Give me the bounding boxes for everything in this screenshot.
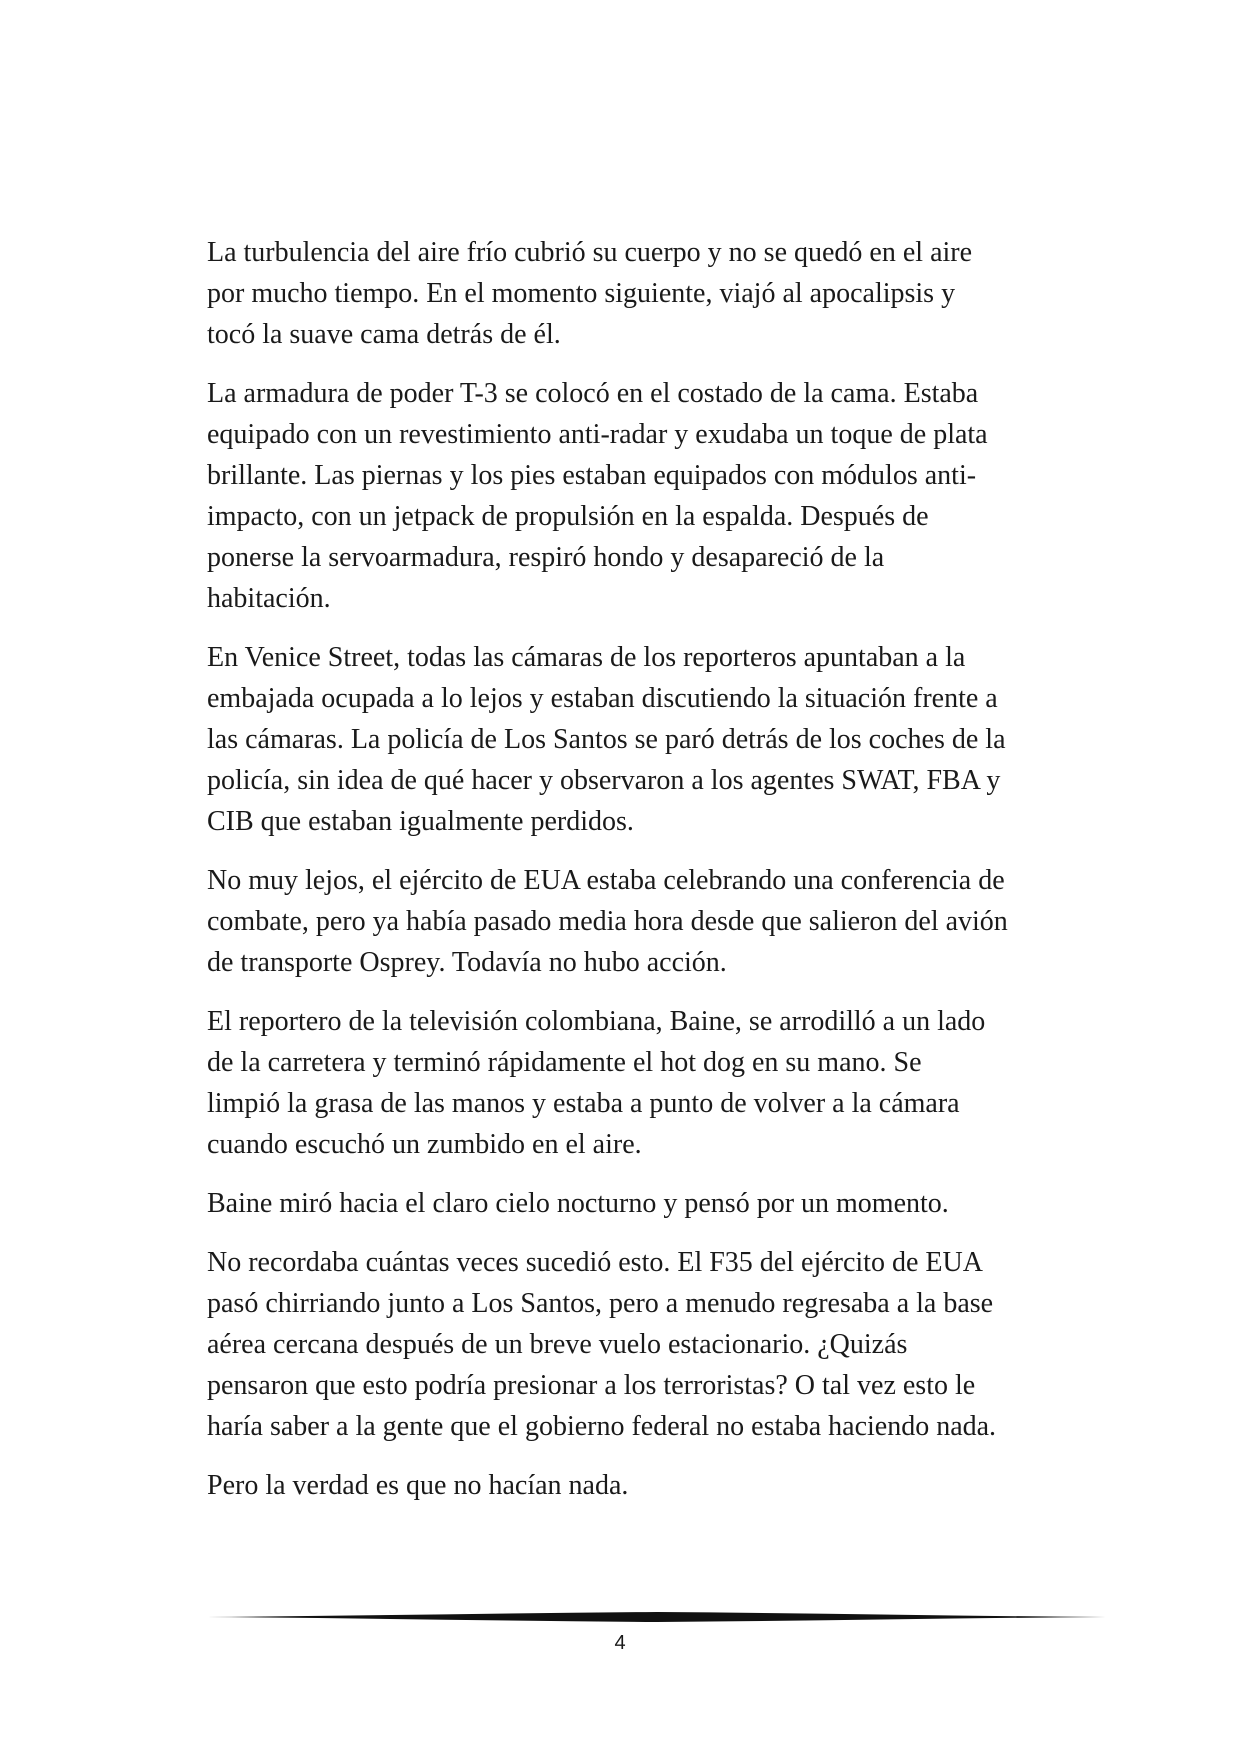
text-line: La turbulencia del aire frío cubrió su cuerpo y no se quedó en el aire (207, 237, 973, 268)
text-line: No muy lejos, el ejército de EUA estaba celebrando una conferencia de (207, 865, 1005, 896)
text-line: No recordaba cuántas veces sucedió esto. El F35 del ejército de EUA (207, 1247, 983, 1278)
page-number: 4 (614, 1632, 626, 1654)
text-line: En Venice Street, todas las cámaras de los reporteros apuntaban a la (207, 642, 966, 673)
text-line: embajada ocupada a lo lejos y estaban discutiendo la situación frente a (207, 683, 998, 714)
paragraph (207, 1242, 1087, 1447)
text-line: cuando escuchó un zumbido en el aire. (207, 1129, 642, 1160)
text-line: La armadura de poder T-3 se colocó en el costado de la cama. Estaba (207, 378, 979, 409)
paragraph (207, 232, 1087, 355)
text-line: las cámaras. La policía de Los Santos se paró detrás de los coches de la (207, 724, 1006, 755)
text-line: pensaron que esto podría presionar a los terroristas? O tal vez esto le (207, 1370, 976, 1401)
body-text (207, 232, 1087, 1524)
text-line: equipado con un revestimiento anti-radar y exudaba un toque de plata (207, 419, 988, 450)
text-line: El reportero de la televisión colombiana, Baine, se arrodilló a un lado (207, 1006, 986, 1037)
text-line: CIB que estaban igualmente perdidos. (207, 806, 634, 837)
paragraph (207, 637, 1087, 842)
text-line: tocó la suave cama detrás de él. (207, 319, 561, 350)
text-line: ponerse la servoarmadura, respiró hondo y desapareció de la (207, 542, 885, 573)
text-line: impacto, con un jetpack de propulsión en la espalda. Después de (207, 501, 929, 532)
text-line: combate, pero ya había pasado media hora desde que salieron del avión (207, 906, 1008, 937)
text-line: habitación. (207, 583, 331, 614)
text-line: pasó chirriando junto a Los Santos, pero a menudo regresaba a la base (207, 1288, 994, 1319)
paragraph (207, 1001, 1087, 1165)
text-line: limpió la grasa de las manos y estaba a punto de volver a la cámara (207, 1088, 960, 1119)
text-line: de transporte Osprey. Todavía no hubo acción. (207, 947, 727, 978)
paragraph (207, 1183, 1087, 1224)
paragraph (207, 1465, 1087, 1506)
text-line: policía, sin idea de qué hacer y observaron a los agentes SWAT, FBA y (207, 765, 1001, 796)
text-line: por mucho tiempo. En el momento siguiente, viajó al apocalipsis y (207, 278, 956, 309)
paragraph (207, 860, 1087, 983)
paragraph (207, 373, 1087, 619)
text-line: Pero la verdad es que no hacían nada. (207, 1470, 629, 1501)
text-line: de la carretera y terminó rápidamente el hot dog en su mano. Se (207, 1047, 922, 1078)
text-line: haría saber a la gente que el gobierno federal no estaba haciendo nada. (207, 1411, 997, 1442)
text-line: aérea cercana después de un breve vuelo estacionario. ¿Quizás (207, 1329, 908, 1360)
text-line: brillante. Las piernas y los pies estaban equipados con módulos anti- (207, 460, 977, 491)
text-line: Baine miró hacia el claro cielo nocturno y pensó por un momento. (207, 1188, 949, 1219)
footer-divider (207, 1611, 1106, 1623)
